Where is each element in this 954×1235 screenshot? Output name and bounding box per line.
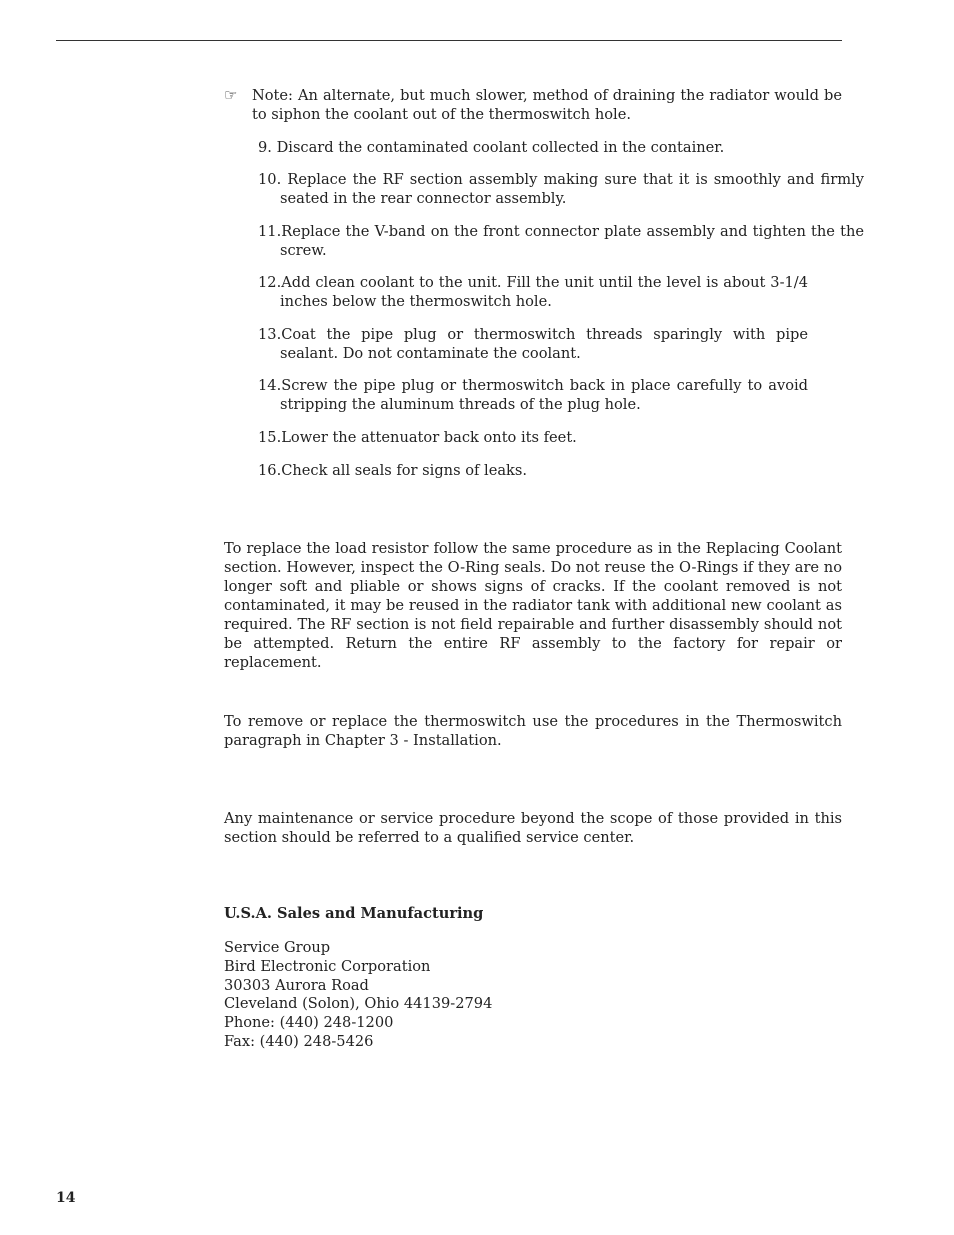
step-text: Replace the V-band on the front connector plate assembly and tighten the the screw.: [280, 223, 864, 259]
load-resistor-paragraph: To replace the load resistor follow the same procedure as in the Replacing Coolant section. However, inspect the O-Ring seals. Do not reuse the O-Rings if they are no longer soft and pliable or shows signs of cracks. If the coolant removed is not contaminated, it may be reused in the radiator tank with additional new coolant as required. The RF section is not field repairable and further disassembly should not be attempted. Return the entire RF assembly to the factory for repair or replacement.: [224, 540, 842, 671]
header-rule: [56, 40, 842, 41]
step-15: [258, 428, 808, 447]
address-line: Cleveland (Solon), Ohio 44139-2794: [224, 995, 493, 1013]
address-line: Service Group: [224, 939, 331, 956]
step-11: [258, 222, 864, 260]
step-text: Screw the pipe plug or thermoswitch back in place carefully to avoid stripping the aluminum threads of the plug hole.: [280, 377, 808, 413]
service-paragraph: Any maintenance or service procedure beyond the scope of those provided in this section should be referred to a qualified service center.: [224, 810, 842, 846]
step-number: 12.: [258, 274, 282, 291]
step-14: [258, 376, 808, 414]
step-10: [258, 170, 864, 208]
step-number: 14.: [258, 377, 282, 394]
step-text: Lower the attenuator back onto its feet.: [281, 429, 577, 446]
step-number: 11.: [258, 223, 282, 240]
step-number: 10.: [258, 171, 282, 188]
step-number: 13.: [258, 326, 282, 343]
step-number: 9.: [258, 139, 272, 156]
step-number: 16.: [258, 462, 282, 479]
phone-line: Phone: (440) 248-1200: [224, 1014, 394, 1032]
step-9: [258, 138, 864, 157]
note-text: Note: An alternate, but much slower, method of draining the radiator would be to siphon the coolant out of the thermoswitch hole.: [252, 87, 842, 123]
step-text: Add clean coolant to the unit. Fill the unit until the level is about 3-1/4 inches below the thermoswitch hole.: [280, 274, 808, 310]
note-block: [224, 86, 842, 124]
page-number: 14: [56, 1190, 76, 1206]
step-16: [258, 461, 808, 480]
step-12: [258, 273, 808, 311]
pointing-hand-icon: ☞: [224, 86, 238, 104]
fax-line: Fax: (440) 248-5426: [224, 1032, 374, 1050]
address-line: 30303 Aurora Road: [224, 976, 369, 994]
step-number: 15.: [258, 429, 282, 446]
step-text: Discard the contaminated coolant collected in the container.: [276, 139, 725, 156]
step-13: [258, 325, 808, 363]
address-block: [224, 938, 492, 1051]
step-text: Coat the pipe plug or thermoswitch threads sparingly with pipe sealant. Do not contaminate the coolant.: [280, 326, 808, 362]
thermoswitch-paragraph: To remove or replace the thermoswitch use the procedures in the Thermoswitch paragraph in Chapter 3 - Installation.: [224, 713, 842, 749]
sales-heading: U.S.A. Sales and Manufacturing: [224, 905, 484, 922]
address-line: Bird Electronic Corporation: [224, 957, 431, 975]
step-text: Replace the RF section assembly making sure that it is smoothly and firmly seated in the rear connector assembly.: [280, 171, 864, 207]
step-text: Check all seals for signs of leaks.: [281, 462, 528, 479]
